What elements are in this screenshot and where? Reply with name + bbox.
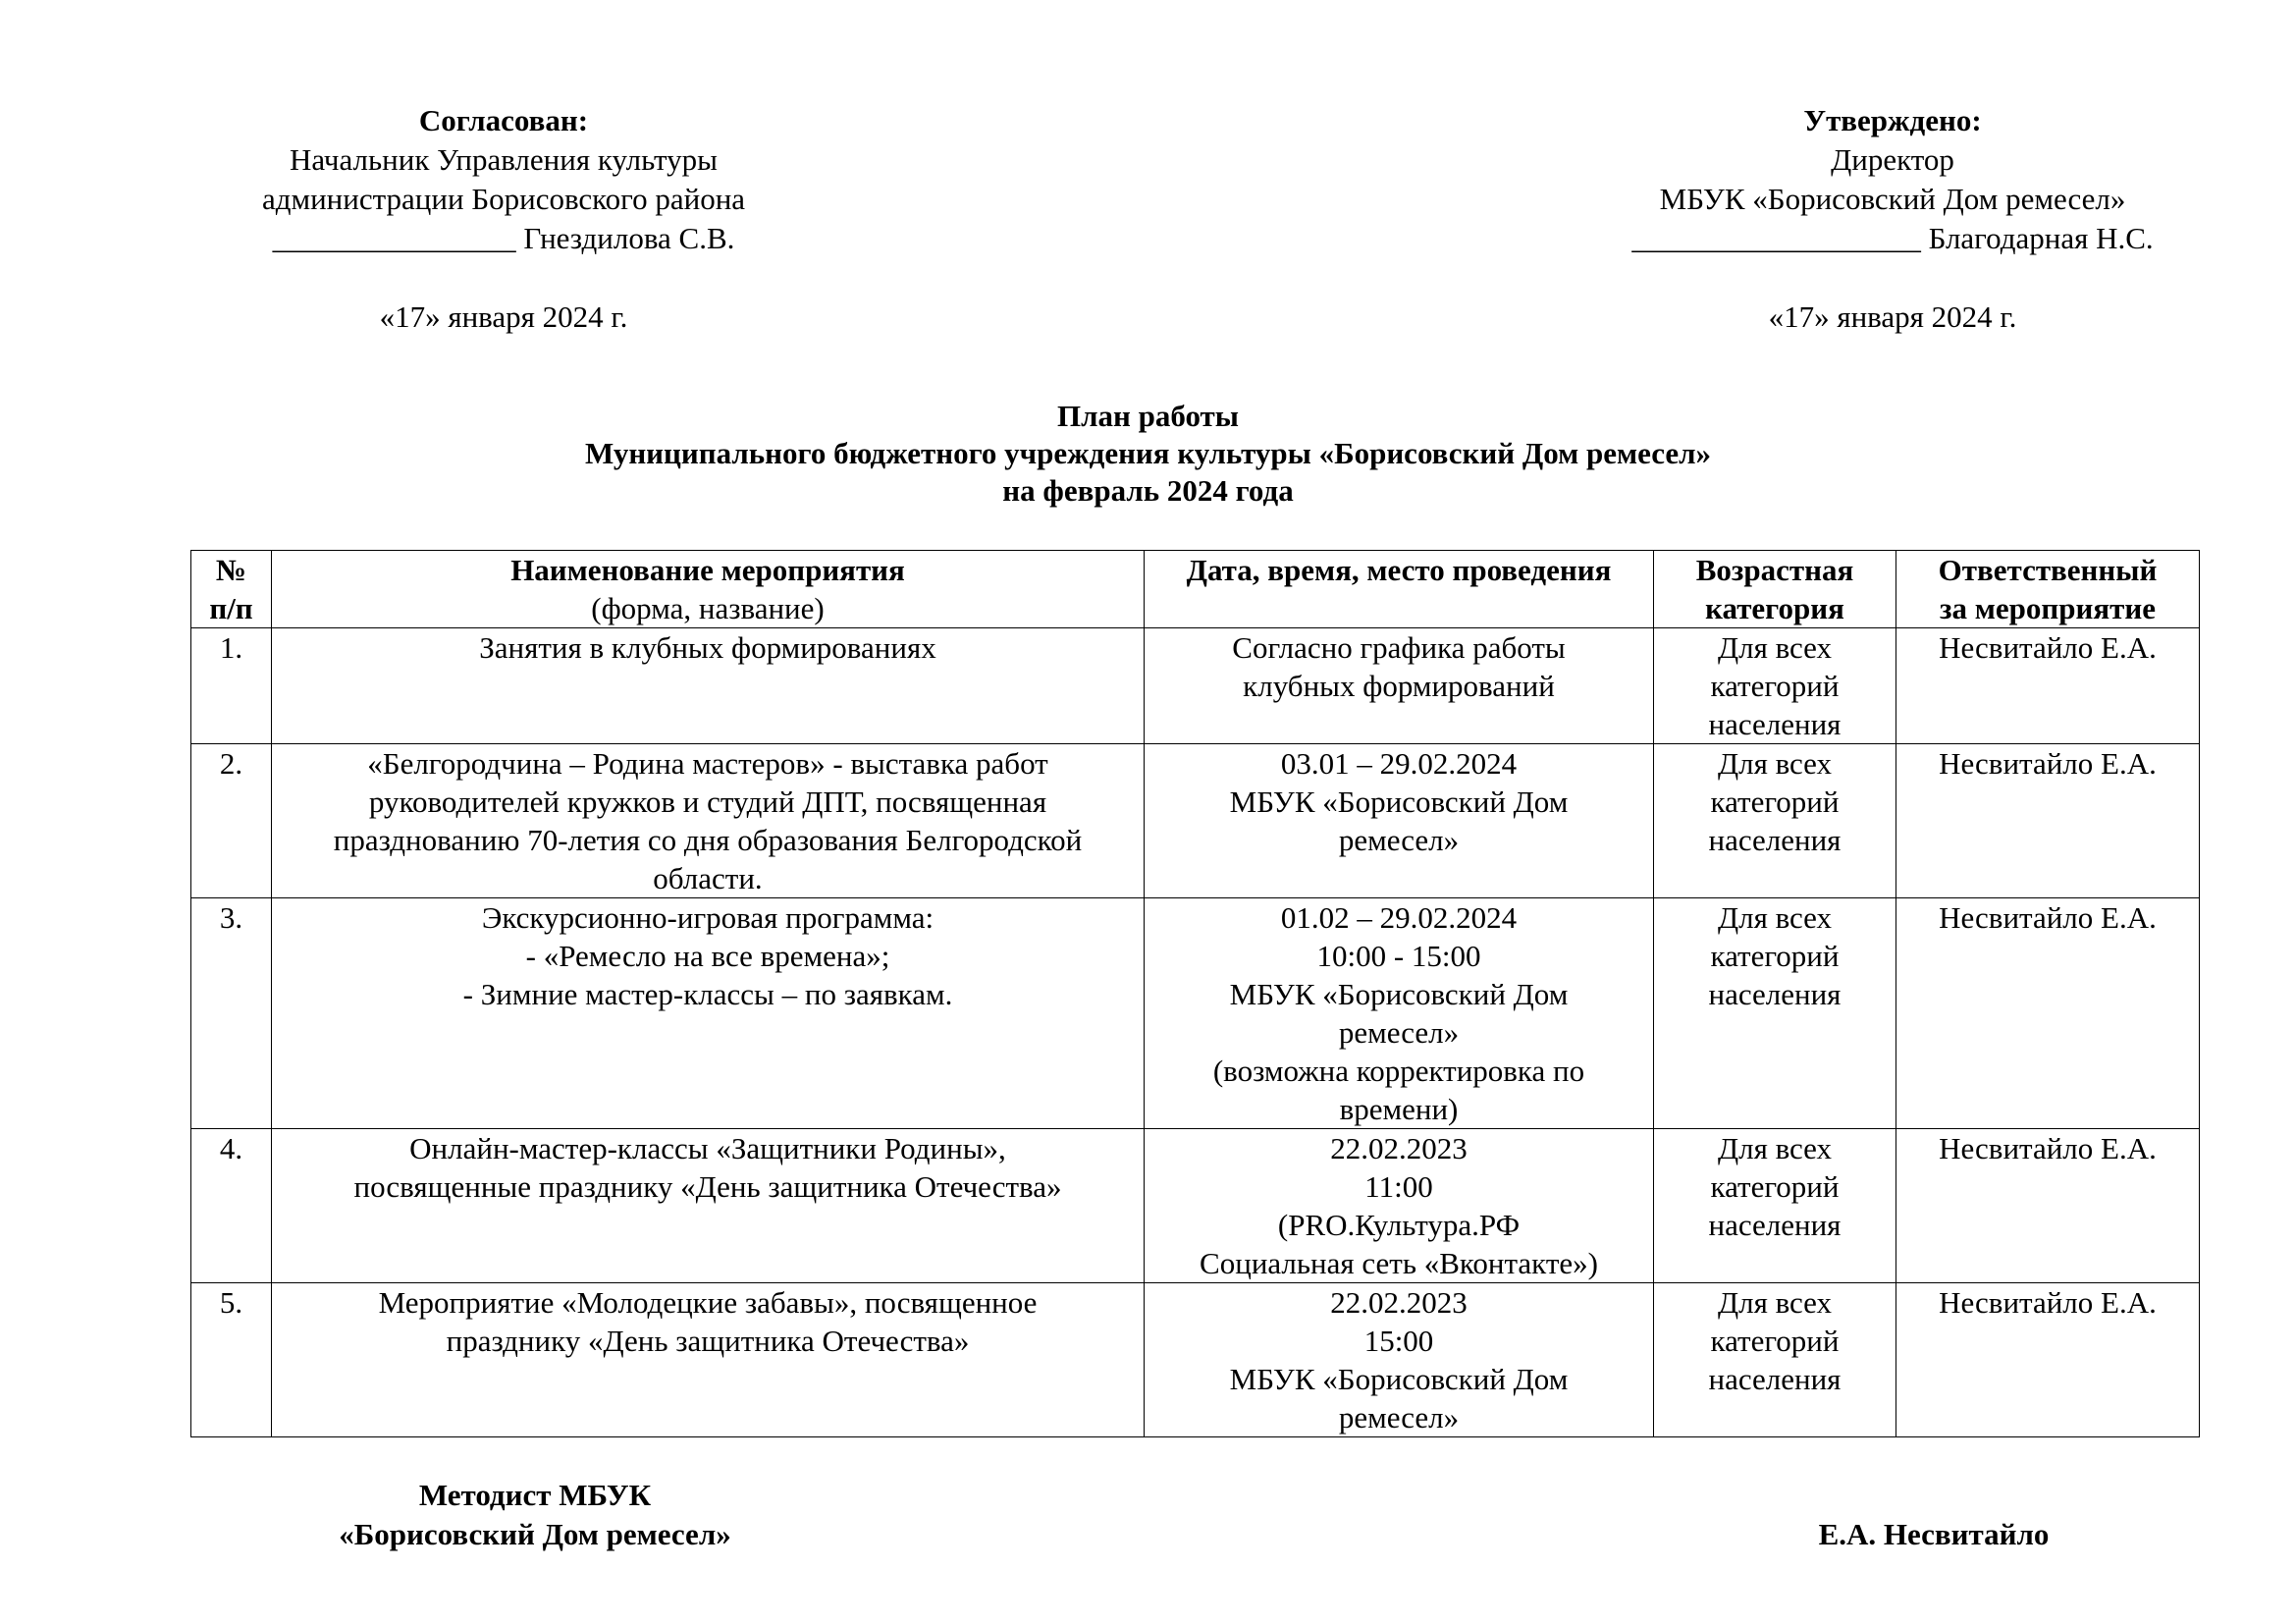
cell-date-place-line: клубных формирований <box>1243 669 1555 703</box>
cell-event-name-line: празднику «День защитника Отечества» <box>446 1324 970 1358</box>
header-num <box>191 551 272 628</box>
cell-date-place-line: ремесел» <box>1338 1400 1460 1435</box>
cell-event-name <box>272 898 1145 1129</box>
cell-event-name-line: Занятия в клубных формированиях <box>479 630 936 665</box>
cell-date-place <box>1145 744 1654 898</box>
cell-date-place-line: ремесел» <box>1338 1015 1460 1050</box>
cell-responsible: Несвитайло Е.А. <box>1896 628 2200 744</box>
cell-responsible: Несвитайло Е.А. <box>1896 898 2200 1129</box>
footer-position-line: «Борисовский Дом ремесел» <box>339 1517 731 1551</box>
cell-num: 2. <box>191 744 272 898</box>
cell-event-name-line: Мероприятие «Молодецкие забавы», посвященное <box>378 1285 1038 1320</box>
header-text: Возрастная <box>1695 553 1854 587</box>
title-line-2: Муниципального бюджетного учреждения культуры «Борисовский Дом ремесел» <box>584 436 1712 470</box>
title-line-1: План работы <box>1057 399 1239 433</box>
cell-event-name <box>272 744 1145 898</box>
cell-event-name <box>272 1283 1145 1437</box>
approval-line: Директор <box>1831 142 1954 177</box>
cell-event-name-line: Онлайн-мастер-классы «Защитники Родины», <box>409 1131 1006 1165</box>
cell-event-name-line: руководителей кружков и студий ДПТ, посвященная <box>368 785 1047 819</box>
cell-date-place-line: Социальная сеть «Вконтакте») <box>1200 1246 1598 1280</box>
header-text: № <box>215 553 247 587</box>
cell-event-name <box>272 628 1145 744</box>
cell-event-name-line: - Зимние мастер-классы – по заявкам. <box>462 977 953 1011</box>
cell-age-category-line: населения <box>1708 1362 1842 1396</box>
approval-line: Начальник Управления культуры <box>290 142 718 177</box>
approval-heading: Согласован: <box>418 103 589 137</box>
cell-responsible: Несвитайло Е.А. <box>1896 1129 2200 1283</box>
cell-event-name-line: Экскурсионно-игровая программа: <box>481 900 934 935</box>
header-text: Дата, время, место проведения <box>1186 553 1612 587</box>
document-title <box>0 398 2296 510</box>
approval-date: «17» января 2024 г. <box>1768 299 2017 334</box>
cell-num: 4. <box>191 1129 272 1283</box>
table-body <box>191 628 2200 1437</box>
cell-date-place-line: Согласно графика работы <box>1232 630 1566 665</box>
cell-event-name-line: «Белгородчина – Родина мастеров» - выставка работ <box>367 746 1048 781</box>
cell-age-category-line: населения <box>1708 977 1842 1011</box>
cell-age-category-line: категорий <box>1710 785 1840 819</box>
cell-age-category-line: Для всех <box>1717 1131 1833 1165</box>
header-text: категория <box>1705 591 1844 625</box>
footer-position <box>294 1476 775 1554</box>
approval-line: администрации Борисовского района <box>261 182 746 216</box>
cell-date-place-line: (возможна корректировка по <box>1212 1054 1585 1088</box>
cell-date-place-line: 22.02.2023 <box>1330 1131 1468 1165</box>
cell-date-place-line: МБУК «Борисовский Дом <box>1229 785 1569 819</box>
cell-age-category <box>1654 898 1896 1129</box>
cell-age-category-line: населения <box>1708 707 1842 741</box>
cell-date-place <box>1145 898 1654 1129</box>
cell-date-place-line: МБУК «Борисовский Дом <box>1229 1362 1569 1396</box>
header-text: за мероприятие <box>1940 591 2156 625</box>
cell-event-name <box>272 1129 1145 1283</box>
events-table <box>190 550 2200 1437</box>
cell-responsible: Несвитайло Е.А. <box>1896 1283 2200 1437</box>
cell-date-place <box>1145 1283 1654 1437</box>
cell-num: 1. <box>191 628 272 744</box>
approval-line: МБУК «Борисовский Дом ремесел» <box>1659 182 2126 216</box>
approval-signature-line: ________________ Гнездилова С.В. <box>272 221 735 255</box>
header-age <box>1654 551 1896 628</box>
cell-date-place-line: ремесел» <box>1338 823 1460 857</box>
cell-age-category-line: населения <box>1708 1208 1842 1242</box>
table-row <box>191 628 2200 744</box>
approval-heading: Утверждено: <box>1803 103 1982 137</box>
table-header-row <box>191 551 2200 628</box>
cell-age-category <box>1654 628 1896 744</box>
cell-date-place <box>1145 1129 1654 1283</box>
header-responsible <box>1896 551 2200 628</box>
cell-date-place <box>1145 628 1654 744</box>
cell-date-place-line: 10:00 - 15:00 <box>1316 939 1481 973</box>
approval-signature-line: ___________________ Благодарная Н.С. <box>1631 221 2154 255</box>
table-row <box>191 1129 2200 1283</box>
cell-event-name-line: области. <box>653 861 763 895</box>
cell-age-category <box>1654 1129 1896 1283</box>
cell-num: 5. <box>191 1283 272 1437</box>
cell-age-category-line: Для всех <box>1717 746 1833 781</box>
approval-block-agreed <box>234 101 774 337</box>
cell-date-place-line: 11:00 <box>1364 1169 1433 1204</box>
cell-age-category-line: Для всех <box>1717 1285 1833 1320</box>
table-row <box>191 744 2200 898</box>
cell-age-category <box>1654 1283 1896 1437</box>
cell-age-category-line: Для всех <box>1717 630 1833 665</box>
header-text: п/п <box>209 591 253 625</box>
cell-age-category-line: категорий <box>1710 939 1840 973</box>
cell-age-category <box>1654 744 1896 898</box>
cell-date-place-line: 22.02.2023 <box>1330 1285 1468 1320</box>
cell-responsible: Несвитайло Е.А. <box>1896 744 2200 898</box>
cell-num: 3. <box>191 898 272 1129</box>
cell-event-name-line: посвященные празднику «День защитника Отечества» <box>353 1169 1062 1204</box>
cell-date-place-line: времени) <box>1339 1092 1459 1126</box>
cell-event-name-line: празднованию 70-летия со дня образования Белгородской <box>333 823 1083 857</box>
cell-age-category-line: категорий <box>1710 1169 1840 1204</box>
cell-date-place-line: 03.01 – 29.02.2024 <box>1280 746 1518 781</box>
header-date <box>1145 551 1654 628</box>
cell-date-place-line: 15:00 <box>1363 1324 1434 1358</box>
cell-age-category-line: категорий <box>1710 1324 1840 1358</box>
cell-event-name-line: - «Ремесло на все времена»; <box>525 939 890 973</box>
cell-date-place-line: 01.02 – 29.02.2024 <box>1280 900 1518 935</box>
footer-signatory: Е.А. Несвитайло <box>1818 1517 2050 1551</box>
cell-date-place-line: МБУК «Борисовский Дом <box>1229 977 1569 1011</box>
cell-age-category-line: категорий <box>1710 669 1840 703</box>
approval-date: «17» января 2024 г. <box>379 299 628 334</box>
header-subtext: (форма, название) <box>591 591 825 625</box>
header-name <box>272 551 1145 628</box>
cell-age-category-line: населения <box>1708 823 1842 857</box>
approval-block-confirmed <box>1598 101 2187 337</box>
header-text: Ответственный <box>1938 553 2158 587</box>
table-row <box>191 1283 2200 1437</box>
footer-position-line: Методист МБУК <box>418 1478 652 1512</box>
cell-date-place-line: (PRO.Культура.РФ <box>1277 1208 1521 1242</box>
title-line-3: на февраль 2024 года <box>1002 473 1294 508</box>
table-row <box>191 898 2200 1129</box>
header-text: Наименование мероприятия <box>510 553 905 587</box>
cell-age-category-line: Для всех <box>1717 900 1833 935</box>
